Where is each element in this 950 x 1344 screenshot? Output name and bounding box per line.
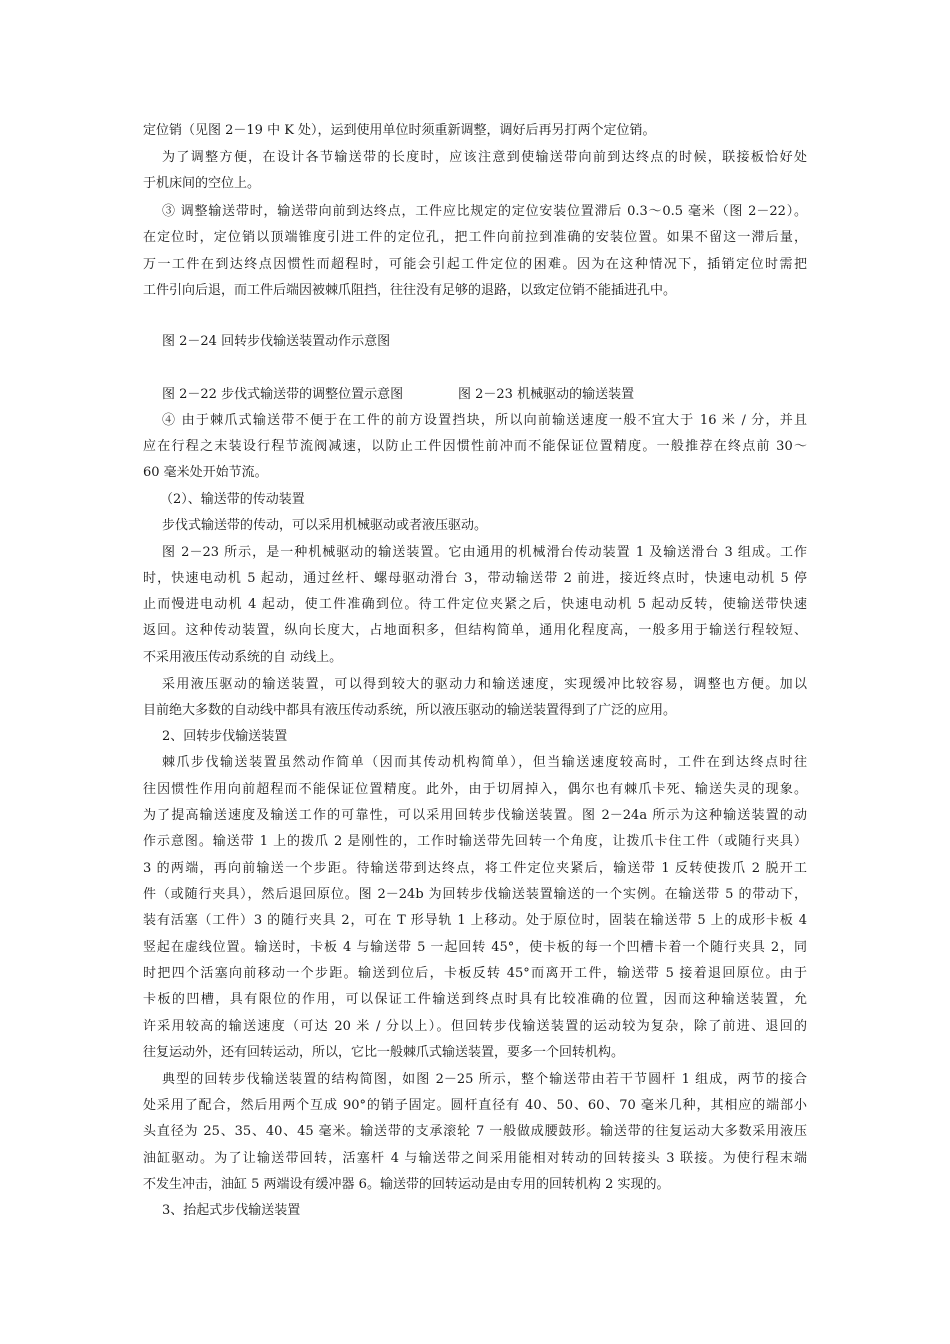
text-line: 许采用较高的输送速度（可达 20 米 / 分以上）。但回转步伐输送装置的运动较为复杂，除了前进、退回的: [143, 1019, 807, 1034]
text-line: 定位销（见图 2－19 中 K 处），运到使用单位时须重新调整，调好后再另打两个定位销。: [143, 123, 656, 138]
text-line: 止而慢进电动机 4 起动，使工件准确到位。待工件定位夹紧之后，快速电动机 5 起动反转，使输送带快速: [143, 597, 807, 612]
text-line: 应在行程之末装设行程节流阀减速，以防止工件因惯性前冲而不能保证位置精度。一般推荐在终点前 30～: [143, 439, 807, 454]
text-line: 万一工件在到达终点因惯性而超程时，可能会引起工件定位的困难。因为在这种情况下，插销定位时需把: [143, 257, 807, 272]
section-heading: 2、回转步伐输送装置: [162, 729, 288, 744]
text-line: 目前绝大多数的自动线中都具有液压传动系统，所以液压驱动的输送装置得到了广泛的应用。: [143, 703, 677, 718]
text-line: ③ 调整输送带时，输送带向前到达终点，工件应比规定的定位安装位置滞后 0.3～0.5 毫米（图 2－22）。: [162, 204, 807, 219]
text-line: 在定位时，定位销以顶端锥度引进工件的定位孔，把工件向前拉到准确的安装位置。如果不留这一滞后量，: [143, 230, 807, 245]
text-line: 于机床间的空位上。: [143, 176, 261, 191]
text-line: 为了调整方便，在设计各节输送带的长度时，应该注意到使输送带向前到达终点的时候，联接板恰好处: [162, 150, 807, 165]
text-line: 棘爪步伐输送装置虽然动作简单（因而其传动机构简单），但当输送速度较高时，工件在到达终点时往: [162, 755, 807, 770]
text-line: 处采用了配合，然后用两个互成 90°的销子固定。圆杆直径有 40、50、60、70 毫米几种，其相应的端部小: [143, 1098, 807, 1113]
figure-caption-2-22: 图 2－22 步伐式输送带的调整位置示意图: [162, 387, 404, 402]
text-line: 3 的两端，再向前输送一个步距。待输送带到达终点，将工件定位夹紧后，输送带 1 反转使拨爪 2 脱开工: [143, 861, 807, 876]
text-line: 工件引向后退，而工件后端因被棘爪阻挡，往往没有足够的退路，以致定位销不能插进孔中。: [143, 283, 677, 298]
text-line: 图 2－23 所示，是一种机械驱动的输送装置。它由通用的机械滑台传动装置 1 及输送滑台 3 组成。工作: [162, 545, 807, 560]
text-line: 竖起在虚线位置。输送时，卡板 4 与输送带 5 一起回转 45°，使卡板的每一个凹槽卡着一个随行夹具 2，同: [143, 940, 807, 955]
text-line: 装有活塞（工件）3 的随行夹具 2，可在 T 形导轨 1 上移动。处于原位时，固装在输送带 5 上的成形卡板 4: [143, 913, 807, 928]
text-line: 60 毫米处开始节流。: [143, 465, 268, 480]
figure-caption-2-24: 图 2－24 回转步伐输送装置动作示意图: [162, 334, 391, 349]
text-line: 作示意图。输送带 1 上的拨爪 2 是刚性的，工作时输送带先回转一个角度，让拨爪卡住工件（或随行夹具）: [143, 834, 807, 849]
section-heading: 3、抬起式步伐输送装置: [162, 1203, 301, 1218]
text-line: 不采用液压传动系统的自 动线上。: [143, 650, 343, 665]
text-line: 典型的回转步伐输送装置的结构简图，如图 2－25 所示，整个输送带由若干节圆杆 1 组成，两节的接合: [162, 1072, 807, 1087]
text-line: 采用液压驱动的输送装置，可以得到较大的驱动力和输送速度，实现缓冲比较容易，调整也方便。加以: [162, 677, 807, 692]
text-line: ④ 由于棘爪式输送带不便于在工件的前方设置挡块，所以向前输送速度一般不宜大于 16 米 / 分，并且: [162, 413, 807, 428]
section-heading: （2）、输送带的传动装置: [160, 492, 305, 507]
text-line: 油缸驱动。为了让输送带回转，活塞杆 4 与输送带之间采用能相对转动的回转接头 3 联接。为使行程末端: [143, 1151, 807, 1166]
text-line: 不发生冲击，油缸 5 两端设有缓冲器 6。输送带的回转运动是由专用的回转机构 2 实现的。: [143, 1177, 670, 1192]
text-line: 返回。这种传动装置，纵向长度大，占地面积多，但结构简单，通用化程度高，一般多用于输送行程较短、: [143, 623, 807, 638]
text-line: 卡板的凹槽，具有限位的作用，可以保证工件输送到终点时具有比较准确的位置，因而这种输送装置，允: [143, 992, 807, 1007]
figure-caption-2-23: 图 2－23 机械驱动的输送装置: [458, 387, 635, 402]
text-line: 件（或随行夹具），然后退回原位。图 2－24b 为回转步伐输送装置输送的一个实例。在输送带 5 的带动下，: [143, 887, 807, 902]
text-line: 头直径为 25、35、40、45 毫米。输送带的支承滚轮 7 一般做成腰鼓形。输送带的往复运动大多数采用液压: [143, 1124, 807, 1139]
text-line: 为了提高输送速度及输送工作的可靠性，可以采用回转步伐输送装置。图 2－24a 所示为这种输送装置的动: [143, 808, 807, 823]
text-line: 往因惯性作用向前超程而不能保证位置精度。此外，由于切屑掉入，偶尔也有棘爪卡死、输送失灵的现象。: [143, 782, 807, 797]
text-line: 时，快速电动机 5 起动，通过丝杆、螺母驱动滑台 3，带动输送带 2 前进，接近终点时，快速电动机 5 停: [143, 571, 807, 586]
text-line: 时把四个活塞向前移动一个步距。输送到位后，卡板反转 45°而离开工件，输送带 5 接着退回原位。由于: [143, 966, 807, 981]
text-line: 往复运动外，还有回转运动，所以，它比一般棘爪式输送装置，要多一个回转机构。: [143, 1045, 625, 1060]
text-line: 步伐式输送带的传动，可以采用机械驱动或者液压驱动。: [162, 518, 488, 533]
